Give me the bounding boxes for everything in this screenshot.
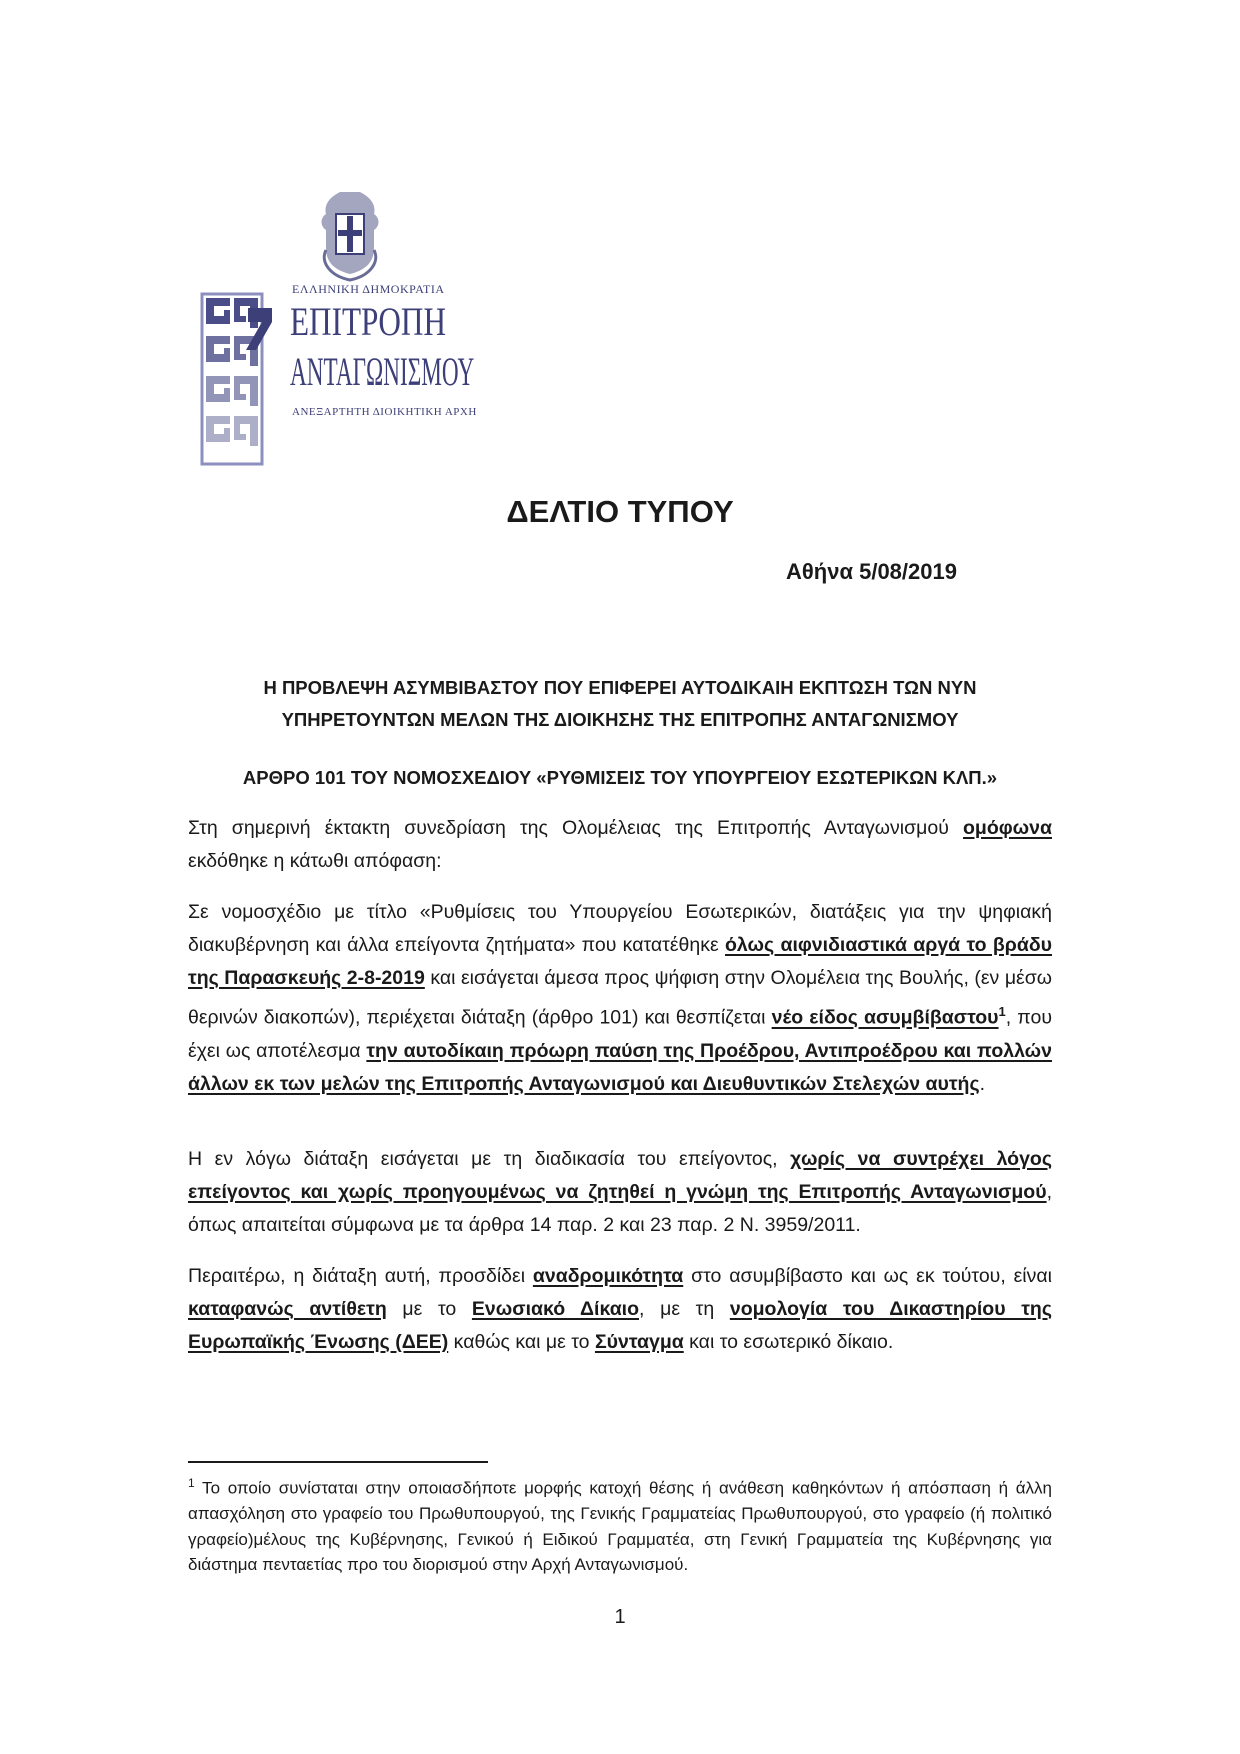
text-run: , που έχει ως αποτέλεσμα xyxy=(188,1006,1052,1062)
subject-heading-line1: Η ΠΡΟΒΛΕΨΗ ΑΣΥΜΒΙΒΑΣΤΟΥ ΠΟΥ ΕΠΙΦΕΡΕΙ ΑΥΤΟΔΙΚΑΙΗ ΕΚΠΤΩΣΗ ΤΩΝ ΝΥΝ xyxy=(263,677,977,698)
subject-heading-line2: ΥΠΗΡΕΤΟΥΝΤΩΝ ΜΕΛΩΝ ΤΗΣ ΔΙΟΙΚΗΣΗΣ ΤΗΣ ΕΠΙΤΡΟΠΗΣ ΑΝΤΑΓΩΝΙΣΜΟΥ xyxy=(281,709,959,730)
paragraph-1 xyxy=(188,812,1052,878)
text-run: . xyxy=(979,1072,986,1095)
emphasis-run: την αυτοδίκαιη πρόωρη παύση της Προέδρου, Αντιπροέδρου και πολλών άλλων εκ των μελών της Επιτροπής Ανταγωνισμού και Διευθυντικών Στελεχών αυτής xyxy=(188,1039,1053,1095)
text-run: Περαιτέρω, η διάταξη αυτή, προσδίδει xyxy=(188,1265,533,1287)
footnote-marker: 1 xyxy=(188,1476,195,1490)
logo-top-line: ΕΛΛΗΝΙΚΗ ΔΗΜΟΚΡΑΤΙΑ xyxy=(292,282,445,296)
text-run: Σε νομοσχέδιο με τίτλο «Ρυθμίσεις του Υπουργείου Εσωτερικών, διατάξεις για την ψηφιακή διακυβέρνηση και άλλα επείγοντα ζητήματα» που κατατέθηκε xyxy=(188,901,1052,956)
emphasis-run: νέο είδος ασυμβίβαστου xyxy=(771,1006,999,1029)
text-run: και εισάγεται άμεσα προς ψήφιση στην Ολομέλεια της Βουλής, (εν μέσω θερινών διακοπών), περιέχεται διάταξη (άρθρο 101) και θεσπίζεται xyxy=(188,967,1053,1029)
paragraph-4 xyxy=(188,1260,1052,1359)
emphasis-run: αναδρομικότητα xyxy=(532,1265,684,1287)
text-run: Η εν λόγω διάταξη εισάγεται με τη διαδικασία του επείγοντος, xyxy=(188,1148,791,1170)
logo-name-line2: ΑΝΤΑΓΩΝΙΣΜΟΥ xyxy=(290,349,475,394)
logo xyxy=(200,190,510,470)
emphasis-run: νομολογία του Δικαστηρίου της Ευρωπαϊκής Ένωσης (ΔΕΕ) xyxy=(188,1298,1052,1353)
article-heading: ΑΡΘΡΟ 101 ΤΟΥ ΝΟΜΟΣΧΕΔΙΟΥ «ΡΥΘΜΙΣΕΙΣ ΤΟΥ ΥΠΟΥΡΓΕΙΟΥ ΕΣΩΤΕΡΙΚΩΝ ΚΛΠ.» xyxy=(242,767,998,788)
text-run: καθώς και με το xyxy=(448,1331,595,1353)
page-number: 1 xyxy=(614,1606,626,1628)
footnote xyxy=(188,1471,1052,1578)
footnote-divider xyxy=(188,1461,488,1463)
emphasis-run: καταφανώς αντίθετη xyxy=(188,1298,387,1320)
emphasis-run: Ενωσιακό Δίκαιο xyxy=(471,1298,640,1320)
text-run: , όπως απαιτείται σύμφωνα με τα άρθρα 14 παρ. 2 και 23 παρ. 2 Ν. 3959/2011. xyxy=(188,1181,1052,1236)
footnote-reference[interactable]: 1 xyxy=(998,1004,1006,1019)
emphasis-run: Σύνταγμα xyxy=(594,1331,684,1353)
logo-bottom-line: ΑΝΕΞΑΡΤΗΤΗ ΔΙΟΙΚΗΤΙΚΗ ΑΡΧΗ xyxy=(292,406,477,418)
text-run: και το εσωτερικό δίκαιο. xyxy=(683,1331,894,1353)
subject-heading xyxy=(0,672,1240,736)
emphasis-run: ομόφωνα xyxy=(962,817,1052,839)
emphasis-run: όλως αιφνιδιαστικά αργά το βράδυ της Παρασκευής 2-8-2019 xyxy=(188,934,1052,989)
text-run: Στη σημερινή έκτακτη συνεδρίαση της Ολομέλειας της Επιτροπής Ανταγωνισμού xyxy=(188,817,963,839)
text-run: με το xyxy=(386,1298,472,1320)
paragraph-2 xyxy=(188,896,1052,1101)
text-run: στο ασυμβίβαστο και ως εκ τούτου, είναι xyxy=(683,1265,1052,1287)
text-run: εκδόθηκε η κάτωθι απόφαση: xyxy=(188,850,442,872)
logo-name-line1: ΕΠΙΤΡΟΠΗ xyxy=(290,299,446,344)
footnote-text: Το οποίο συνίσταται στην οποιασδήποτε μορφής κατοχή θέσης ή ανάθεση καθηκόντων ή απόσπαση ή άλλη απασχόληση στο γραφείο του Πρωθυπουργού, της Γενικής Γραμματείας Πρωθυπουργού, στο γραφείο (ή πολιτικό γραφείο)μέλους της Κυβέρνησης, Γενικού ή Ειδικού Γραμματέα, στη Γενική Γραμματεία της Κυβέρνησης για διάστημα πενταετίας προ του διορισμού στην Αρχή Ανταγωνισμού. xyxy=(188,1478,1052,1575)
document-date: Αθήνα 5/08/2019 xyxy=(786,559,957,584)
document-title: ΔΕΛΤΙΟ ΤΥΠΟΥ xyxy=(506,494,734,529)
text-run: , με τη xyxy=(639,1298,730,1320)
emphasis-run: χωρίς να συντρέχει λόγος επείγοντος και χωρίς προηγουμένως να ζητηθεί η γνώμη της Επιτροπής Ανταγωνισμού xyxy=(188,1148,1052,1203)
paragraph-3 xyxy=(188,1143,1052,1242)
